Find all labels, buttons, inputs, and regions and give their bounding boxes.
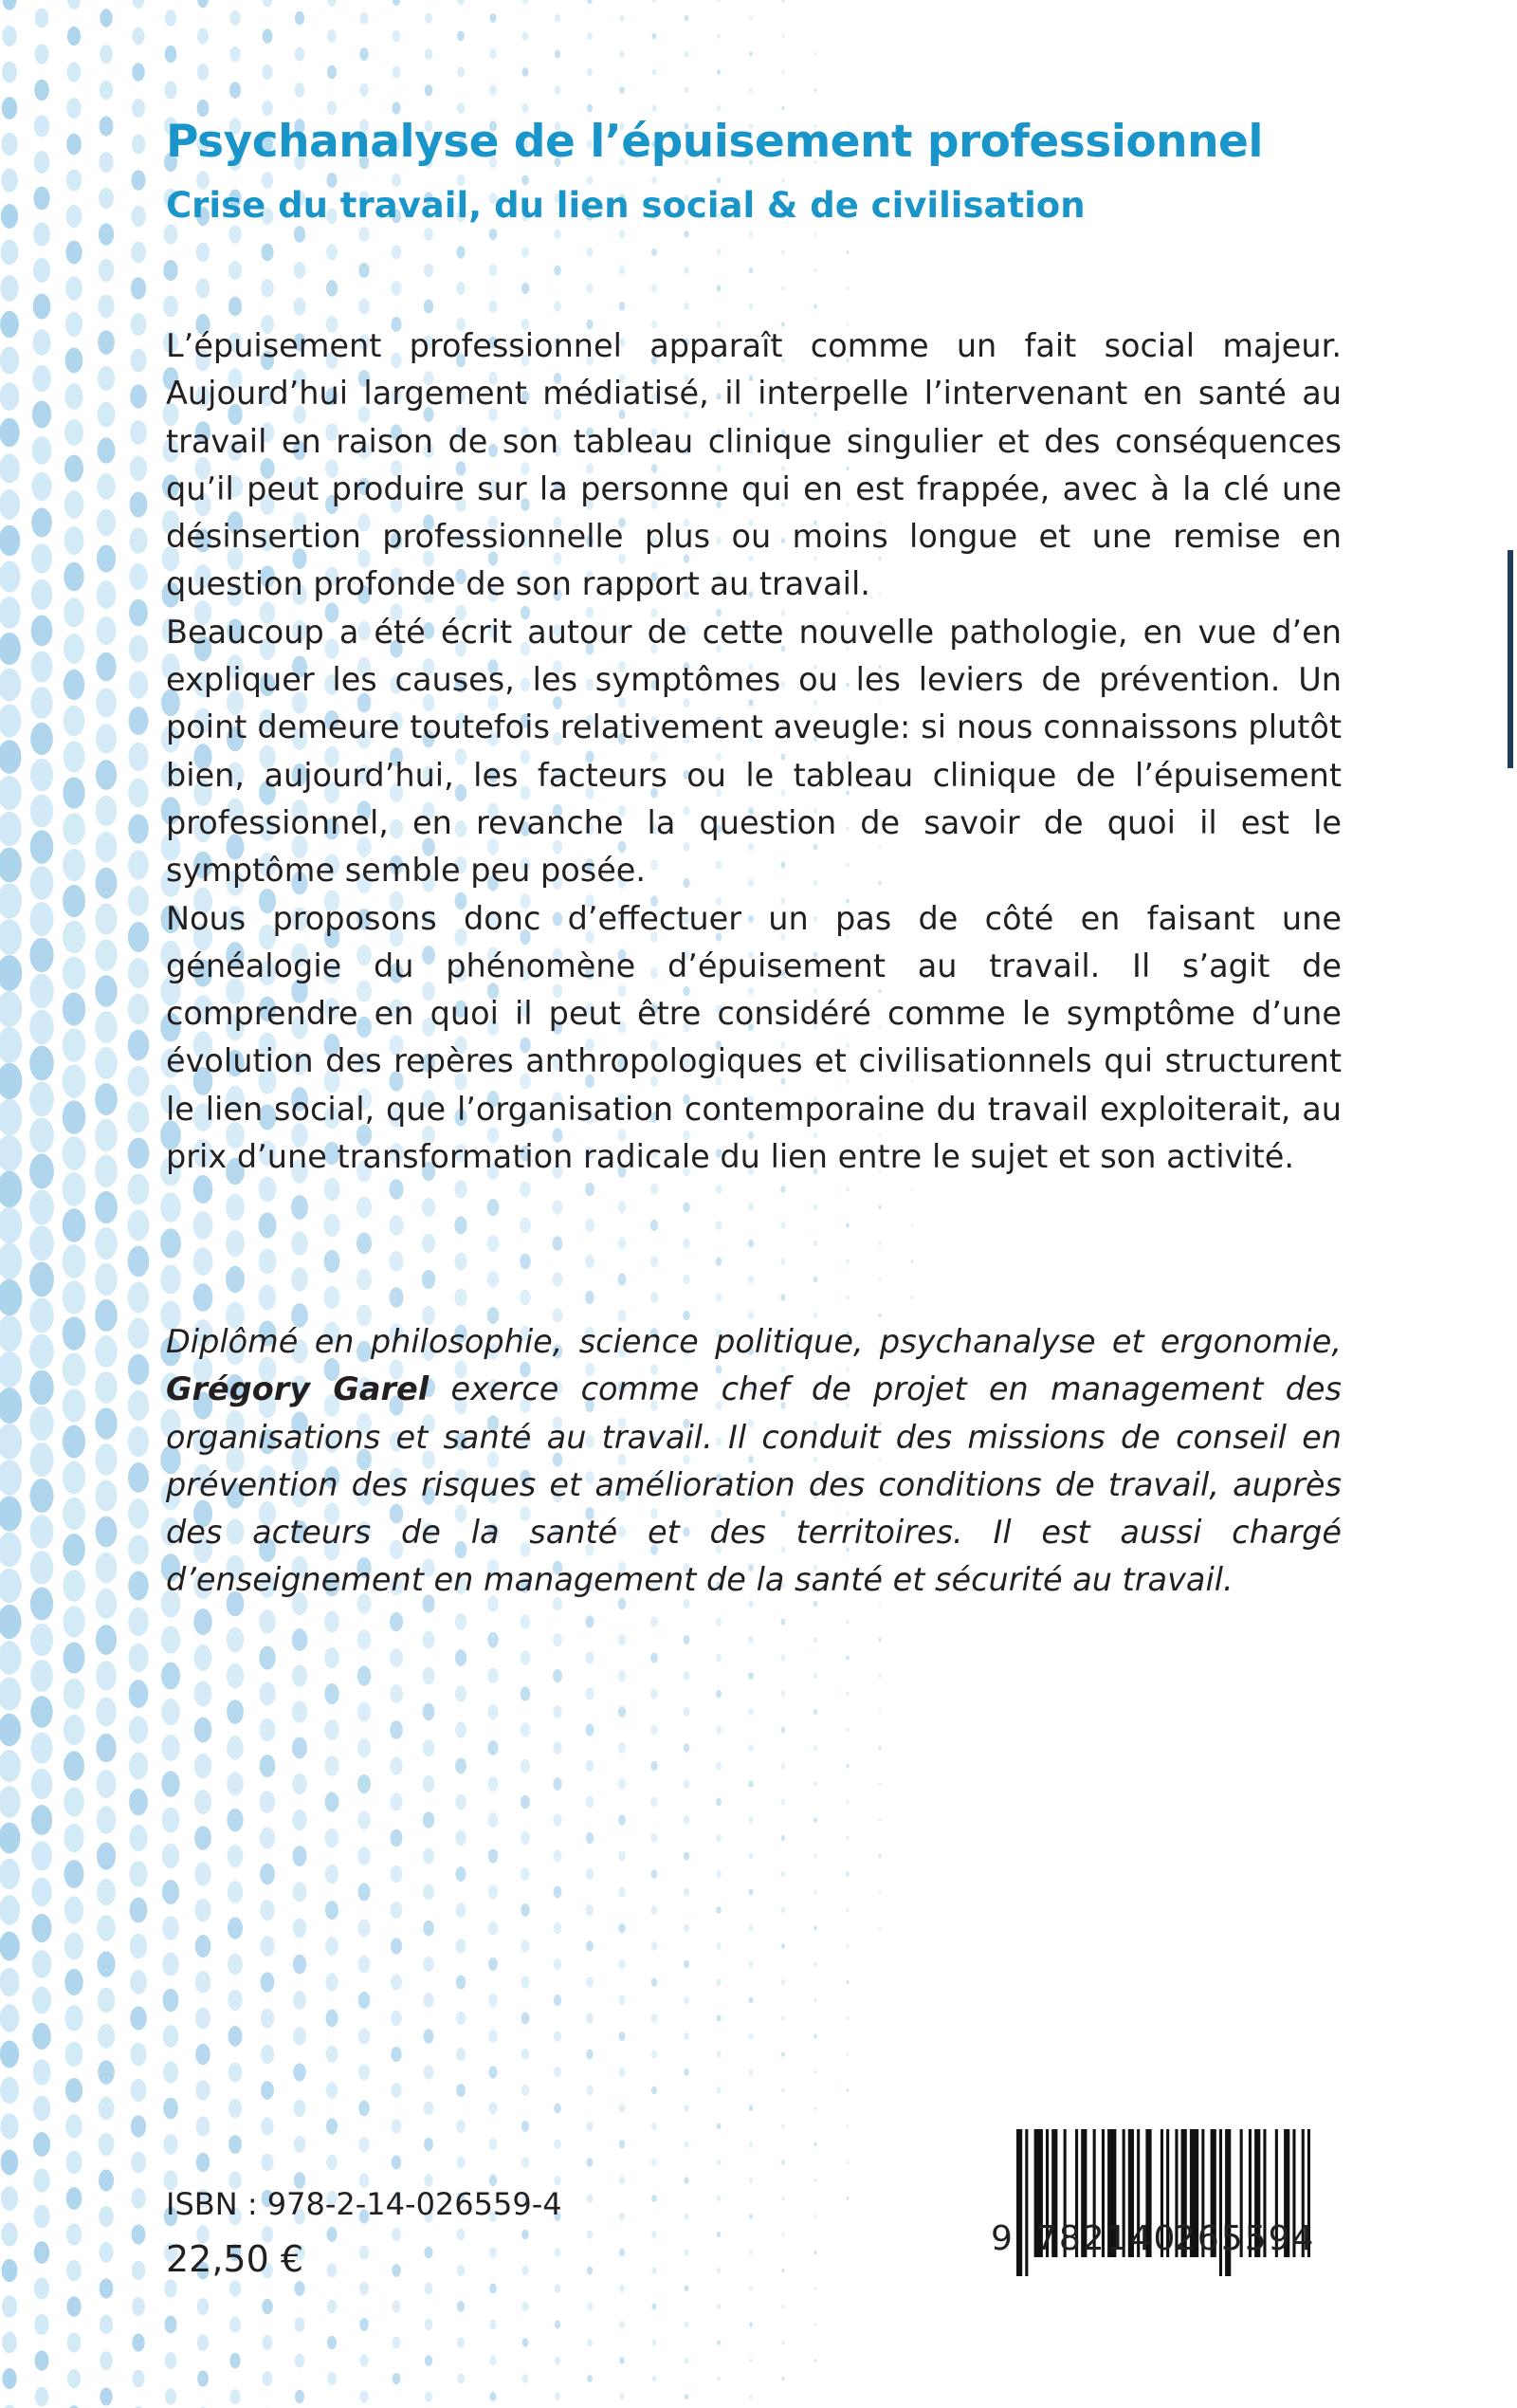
barcode-bar xyxy=(1016,2129,1022,2276)
summary-paragraph: Nous proposons donc d’effectuer un pas de côté en faisant une généalogie du phénomène d’épuisement au travail. Il s’agit de comprendre en quoi il peut être considéré comme le symptôme d’une évolution des repères anthropologiques et civilisationnels qui structurent le lien social, que l’organisation contemporaine du travail exploiterait, au prix d’une transformation radicale du lien entre le sujet et son activité. xyxy=(166,899,1342,1176)
barcode-right-digits: 265594 xyxy=(1174,2219,1316,2258)
author-bio xyxy=(166,1318,1342,1605)
isbn: ISBN : 978-2-14-026559-4 xyxy=(166,2186,562,2222)
summary-text xyxy=(166,322,1342,1181)
price: 22,50 € xyxy=(166,2238,304,2280)
barcode-bar xyxy=(1025,2129,1028,2276)
barcode-left-digits: 782140 xyxy=(1035,2219,1178,2258)
barcode-lead-digit: 9 xyxy=(991,2219,1014,2258)
author-bio-intro: Diplômé en philosophie, science politique, psychanalyse et ergonomie, xyxy=(166,1323,1342,1360)
book-title: Psychanalyse de l’épuisement professionnel xyxy=(166,116,1264,168)
book-subtitle: Crise du travail, du lien social & de civilisation xyxy=(166,185,1086,226)
author-bio-rest: exerce comme chef de projet en management des organisations et santé au travail. Il conduit des missions de conseil en prévention des risques et amélioration des conditions de travail, auprès des acteurs de la santé et des territoires. Il est aussi chargé d’enseignement en management de la santé et sécurité au travail. xyxy=(166,1370,1342,1599)
barcode xyxy=(991,2120,1327,2314)
summary-paragraph: L’épuisement professionnel apparaît comme un fait social majeur. Aujourd’hui largement médiatisé, il interpelle l’intervenant en santé au travail en raison de son tableau clinique singulier et des conséquences qu’il peut produire sur la personne qui en est frappée, avec à la clé une désinsertion professionnelle plus ou moins longue et une remise en question profonde de son rapport au travail. xyxy=(166,327,1342,603)
author-name: Grégory Garel xyxy=(166,1370,430,1408)
summary-paragraph: Beaucoup a été écrit autour de cette nouvelle pathologie, en vue d’en expliquer les causes, les symptômes ou les leviers de prévention. Un point demeure toutefois relativement aveugle: si nous connaissons plutôt bien, aujourd’hui, les facteurs ou le tableau clinique de l’épuisement professionnel, en revanche la question de savoir de quoi il est le symptôme semble peu posée. xyxy=(166,613,1342,890)
